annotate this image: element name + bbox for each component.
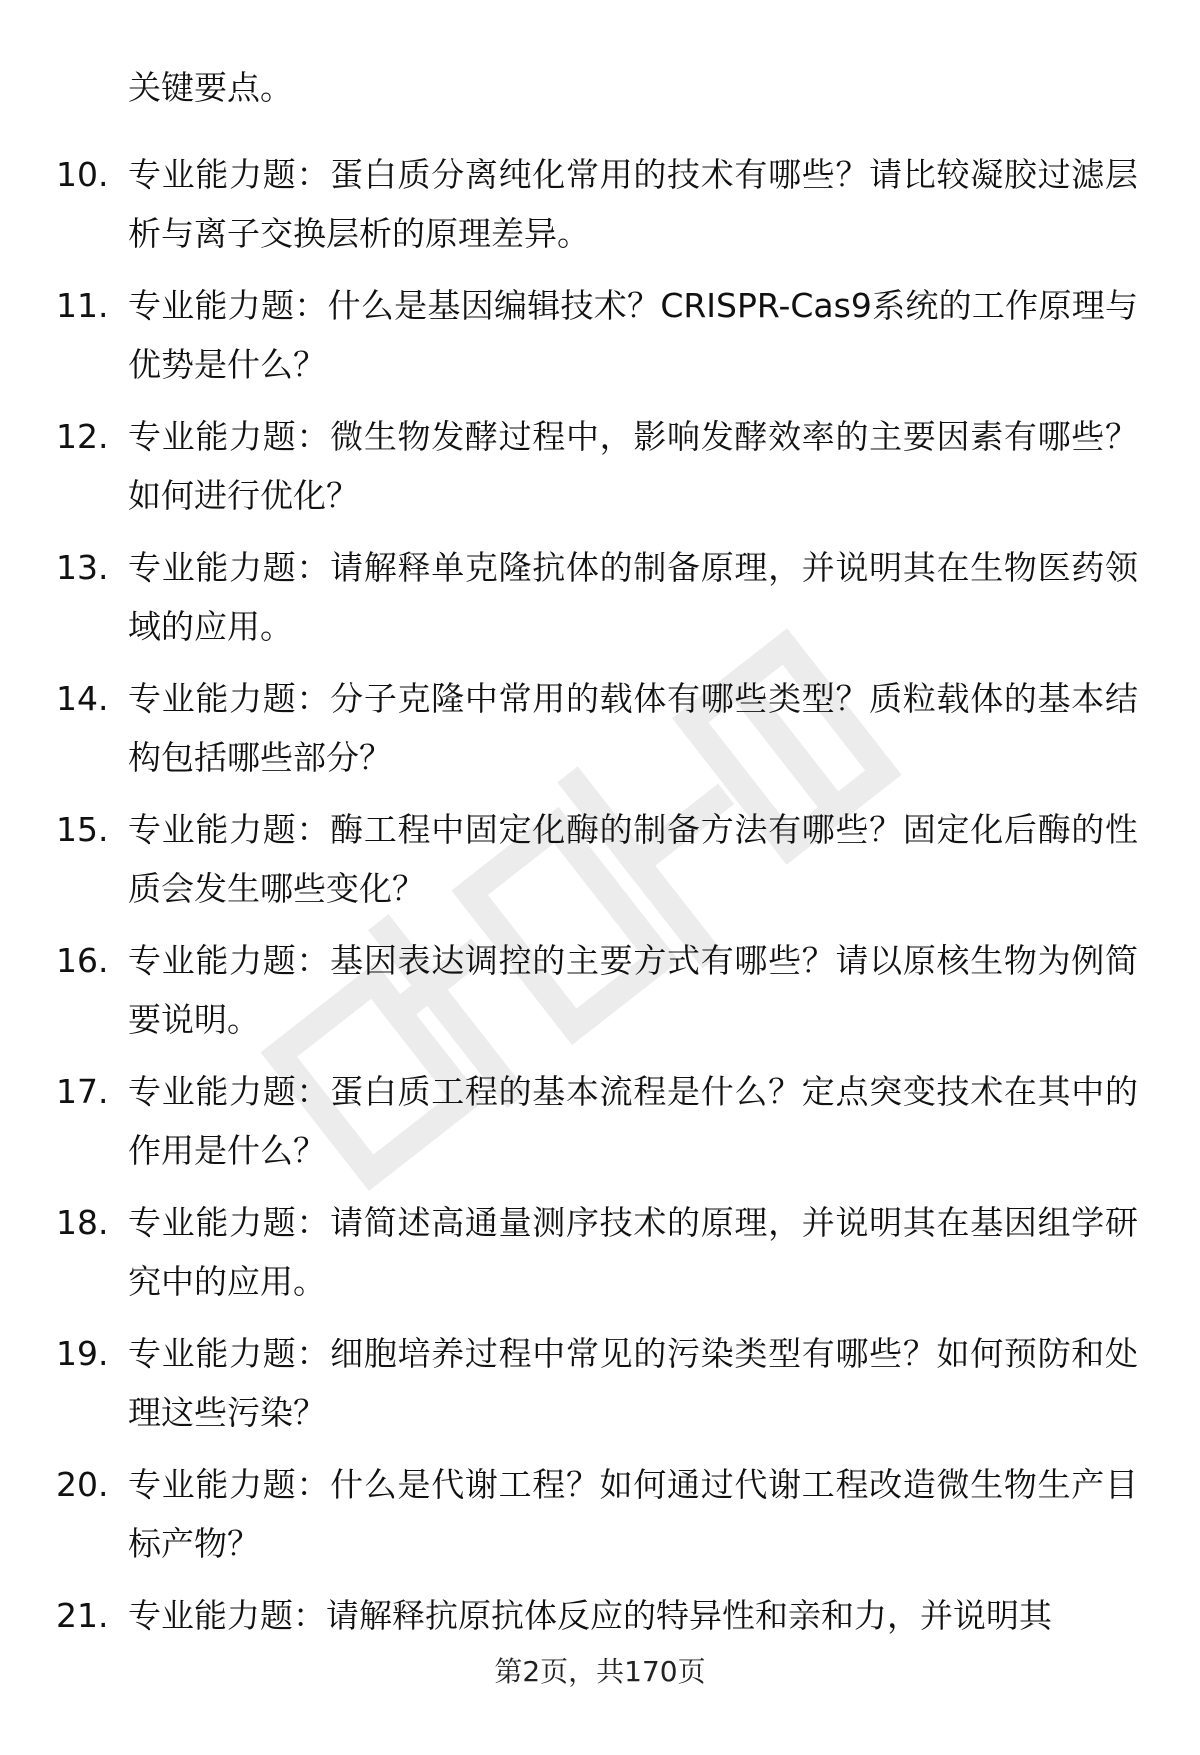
question-number: 19. xyxy=(56,1334,109,1373)
question-list xyxy=(0,145,1200,1717)
question-item xyxy=(0,1062,1200,1193)
question-number: 13. xyxy=(56,548,109,587)
question-item xyxy=(0,1455,1200,1586)
question-number: 20. xyxy=(56,1465,109,1504)
question-number: 14. xyxy=(56,679,109,718)
question-text: 专业能力题：分子克隆中常用的载体有哪些类型？质粒载体的基本结构包括哪些部分？ xyxy=(128,679,1138,777)
question-item xyxy=(0,276,1200,407)
question-number: 16. xyxy=(56,941,109,980)
question-item xyxy=(0,538,1200,669)
question-text: 专业能力题：蛋白质工程的基本流程是什么？定点突变技术在其中的作用是什么？ xyxy=(128,1072,1138,1170)
question-number: 10. xyxy=(56,155,109,194)
question-text: 专业能力题：请简述高通量测序技术的原理，并说明其在基因组学研究中的应用。 xyxy=(128,1203,1138,1301)
question-number: 11. xyxy=(56,286,109,325)
question-item xyxy=(0,931,1200,1062)
question-text: 专业能力题：酶工程中固定化酶的制备方法有哪些？固定化后酶的性质会发生哪些变化？ xyxy=(128,810,1138,908)
question-number: 18. xyxy=(56,1203,109,1242)
question-number: 15. xyxy=(56,810,109,849)
question-number: 21. xyxy=(56,1596,109,1635)
question-text: 专业能力题：什么是基因编辑技术？CRISPR-Cas9系统的工作原理与优势是什么？ xyxy=(128,286,1138,384)
question-text: 专业能力题：微生物发酵过程中，影响发酵效率的主要因素有哪些？如何进行优化？ xyxy=(128,417,1138,515)
question-text: 专业能力题：基因表达调控的主要方式有哪些？请以原核生物为例简要说明。 xyxy=(128,941,1138,1039)
question-text: 专业能力题：细胞培养过程中常见的污染类型有哪些？如何预防和处理这些污染？ xyxy=(128,1334,1138,1432)
question-text: 专业能力题：蛋白质分离纯化常用的技术有哪些？请比较凝胶过滤层析与离子交换层析的原理差异。 xyxy=(128,155,1138,253)
question-item xyxy=(0,407,1200,538)
question-number: 12. xyxy=(56,417,109,456)
question-item xyxy=(0,1193,1200,1324)
continuation-text: 关键要点。 xyxy=(128,68,293,107)
page-footer: 第2页，共170页 xyxy=(494,1655,706,1688)
question-number: 17. xyxy=(56,1072,109,1111)
question-text: 专业能力题：请解释单克隆抗体的制备原理，并说明其在生物医药领域的应用。 xyxy=(128,548,1138,646)
question-item xyxy=(0,145,1200,276)
question-text: 专业能力题：请解释抗原抗体反应的特异性和亲和力，并说明其 xyxy=(128,1596,1052,1635)
question-item xyxy=(0,800,1200,931)
question-text: 专业能力题：什么是代谢工程？如何通过代谢工程改造微生物生产目标产物？ xyxy=(128,1465,1138,1563)
question-item xyxy=(0,669,1200,800)
question-item xyxy=(0,1324,1200,1455)
